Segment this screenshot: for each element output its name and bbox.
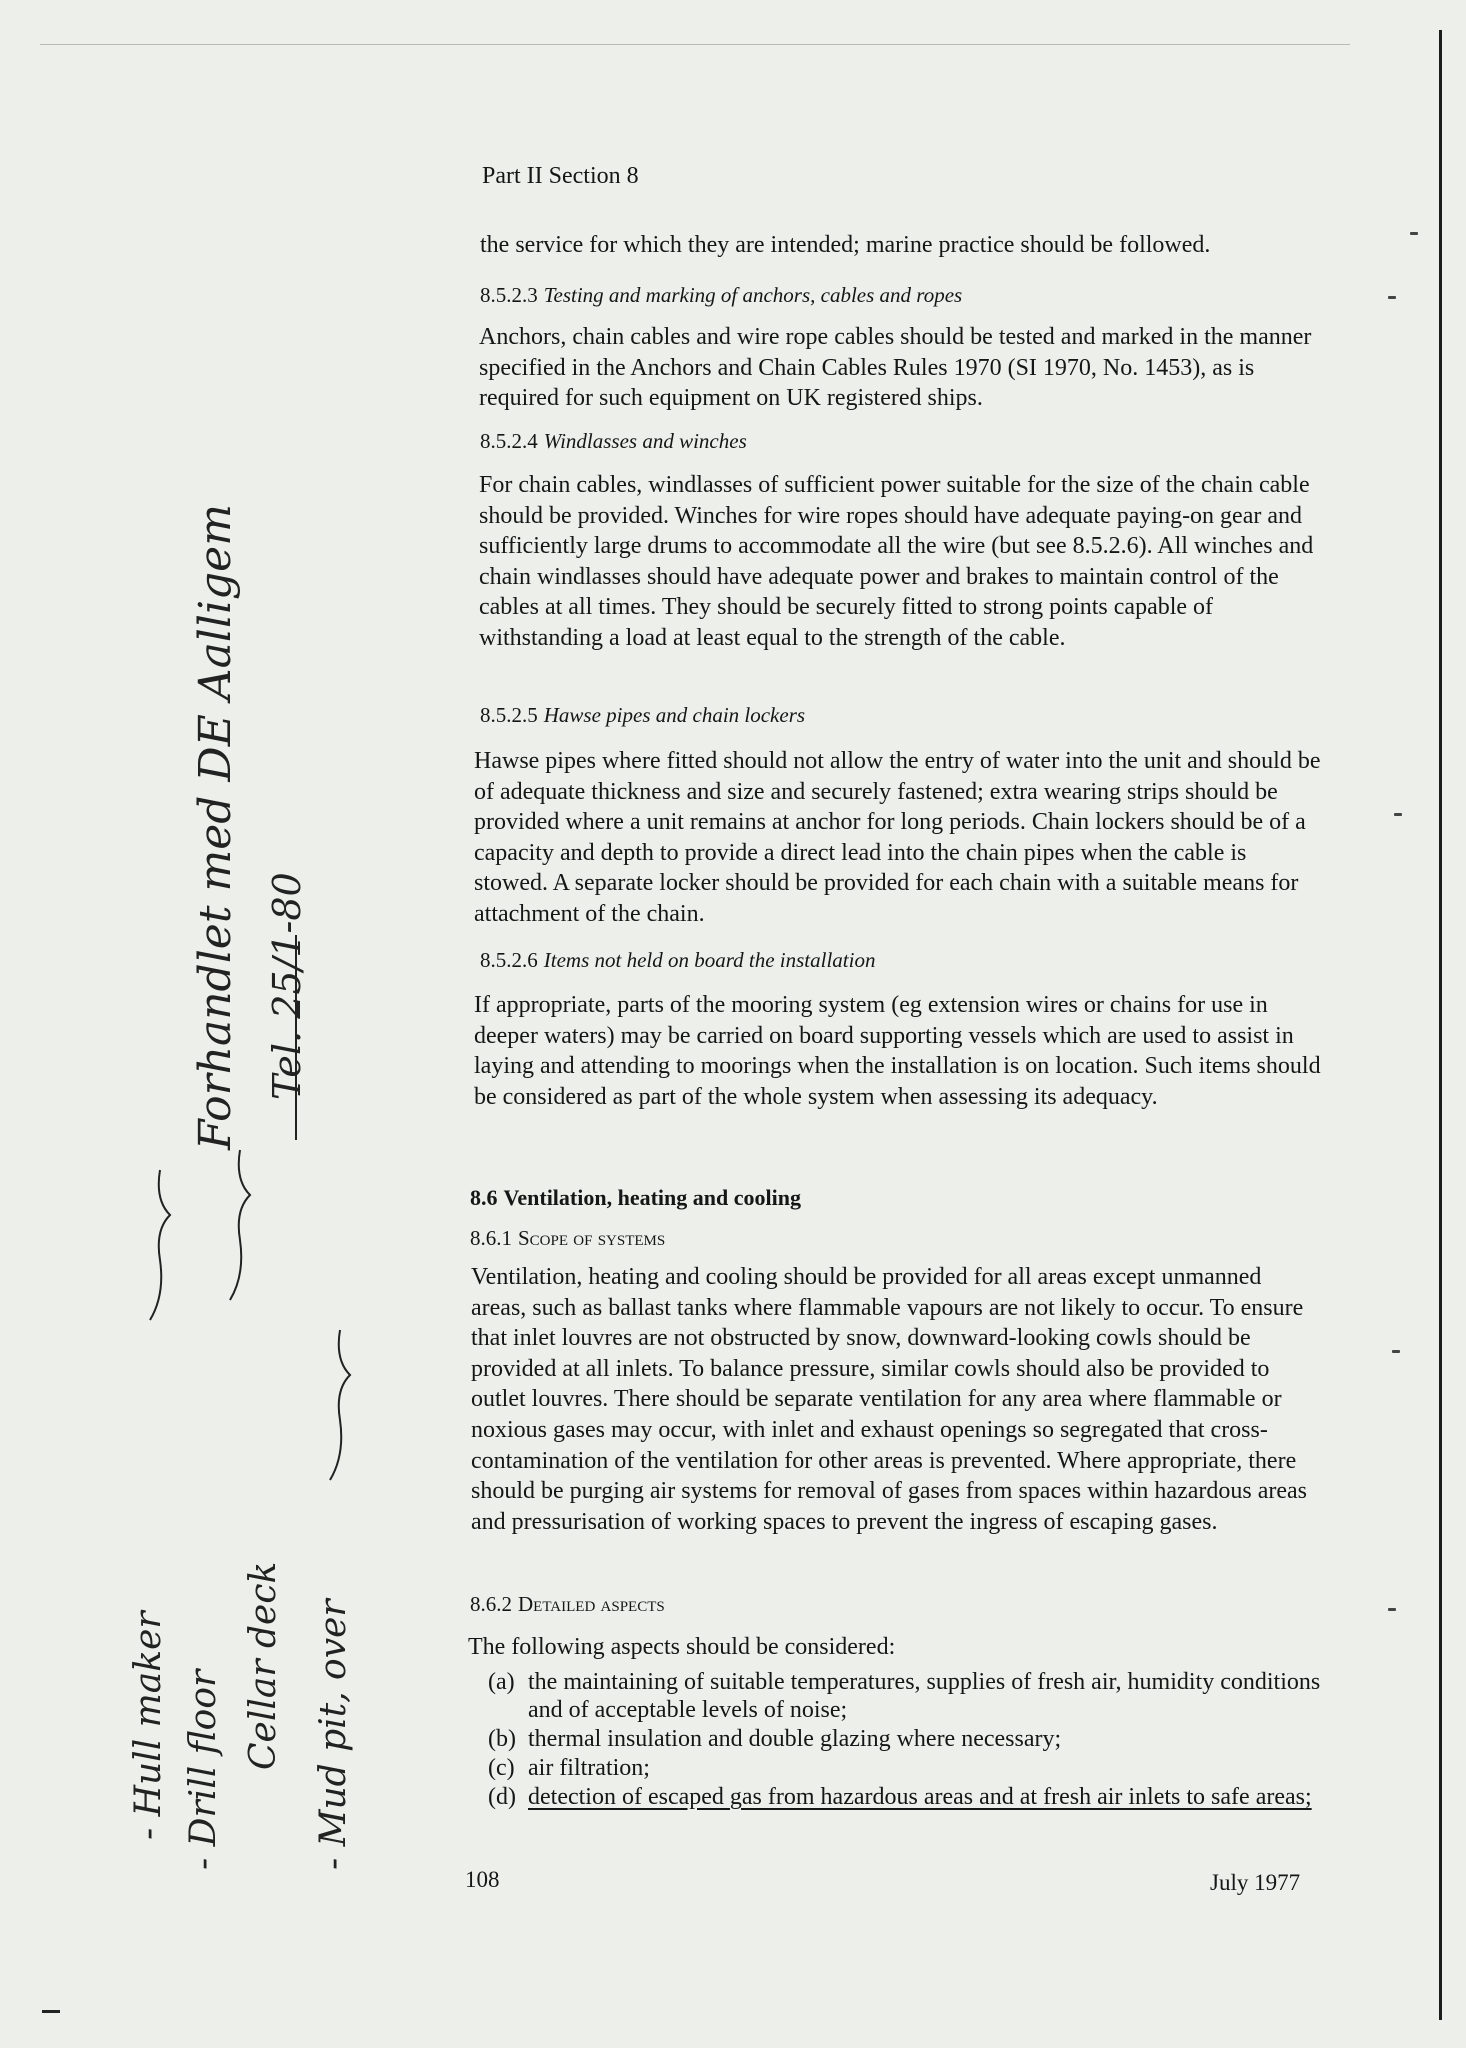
margin-tick	[1392, 1350, 1400, 1353]
subsection-heading-8-6-2	[470, 1592, 665, 1617]
handwritten-list-item: Cellar deck	[243, 1561, 284, 1770]
paragraph-8-5-2-5: Hawse pipes where fitted should not allow the entry of water into the unit and should be of adequate thickness and size and securely fastened; extra wearing strips should be provided where a unit remains at anchor for long periods. Chain lockers should be of a capacity and depth to provide a direct lead into the chain pipes when the cable is stowed. A separate locker should be provided for each chain with a suitable means for attachment of the chain.	[474, 748, 1321, 927]
handwritten-brace	[230, 1150, 250, 1300]
list-label: (c)	[488, 1755, 515, 1781]
handwritten-note: Tel. 25/1-80	[265, 872, 309, 1100]
page-number: 108	[465, 1867, 500, 1892]
subsection-heading-8-5-2-3	[480, 283, 962, 308]
handwritten-list-item: - Drill floor	[183, 1669, 224, 1870]
section-number: 8.5.2.5	[480, 703, 538, 727]
list-text-underlined: detection of escaped gas from hazardous areas and at fresh air inlets to safe areas;	[528, 1784, 1312, 1810]
section-title: Ventilation, heating and cooling	[503, 1185, 801, 1210]
paragraph-8-6-2-intro: The following aspects should be considered:	[468, 1634, 896, 1660]
list-item	[470, 1754, 1330, 1782]
paragraph-8-5-2-4: For chain cables, windlasses of sufficient power suitable for the size of the chain cable should be provided. Winches for wire ropes should have adequate paying-on gear and sufficiently large drums to accommodate all the wire (but see 8.5.2.6). All winches and chain windlasses should have adequate power and brakes to maintain control of the cables at all times. They should be securely fitted to strong points capable of withstanding a load at least equal to the strength of the cable.	[479, 472, 1314, 651]
list-text: thermal insulation and double glazing where necessary;	[528, 1726, 1062, 1752]
margin-tick	[1388, 1608, 1396, 1611]
list-label: (b)	[488, 1726, 516, 1752]
section-title: Testing and marking of anchors, cables and ropes	[543, 283, 963, 307]
subsection-heading-8-5-2-5	[480, 703, 805, 728]
section-number: 8.6.1	[470, 1226, 512, 1250]
section-number: 8.6.2	[470, 1592, 512, 1616]
section-number: 8.5.2.6	[480, 948, 538, 972]
handwritten-list-item: - Mud pit, over	[313, 1599, 354, 1870]
list-text: air filtration;	[528, 1755, 650, 1781]
margin-tick	[1410, 232, 1418, 235]
paragraph-8-6-1: Ventilation, heating and cooling should be provided for all areas except unmanned areas, such as ballast tanks where flammable vapours are not likely to occur. To ensure that inlet louvres are not obstructed by snow, downward-looking cowls should be provided at all inlets. To balance pressure, similar cowls should also be provided to outlet louvres. There should be separate ventilation for any area where flammable or noxious gases may occur, with inlet and exhaust openings so segregated that cross-contamination of the ventilation for other areas is prevented. Where appropriate, there should be purging air systems for removal of gases from spaces within hazardous areas and pressurisation of working spaces to prevent the ingress of escaping gases.	[471, 1264, 1308, 1535]
section-title: Scope of systems	[518, 1226, 666, 1250]
subsection-heading-8-6-1	[470, 1226, 665, 1251]
aspects-list	[470, 1668, 1330, 1812]
handwritten-brace	[330, 1330, 350, 1480]
section-title: Detailed aspects	[518, 1592, 665, 1616]
section-heading-8-6	[470, 1185, 801, 1211]
margin-tick	[1388, 296, 1396, 299]
running-head: Part II Section 8	[482, 163, 639, 189]
list-label: (a)	[488, 1669, 515, 1695]
paragraph-8-5-2-6: If appropriate, parts of the mooring system (eg extension wires or chains for use in deeper waters) may be carried on board supporting vessels which are used to assist in laying and attending to moorings when the installation is on location. Such items should be considered as part of the whole system when assessing its adequacy.	[474, 992, 1321, 1110]
handwritten-note: Forhandlet med DE Aalligem	[190, 504, 241, 1150]
list-label: (d)	[488, 1784, 516, 1810]
handwritten-brace	[150, 1170, 170, 1320]
list-text: the maintaining of suitable temperatures, supplies of fresh air, humidity conditions and of acceptable levels of noise;	[528, 1669, 1321, 1723]
paragraph-continuation: the service for which they are intended; marine practice should be followed.	[480, 232, 1211, 258]
margin-tick	[1394, 813, 1402, 816]
section-title: Windlasses and winches	[543, 429, 747, 453]
subsection-heading-8-5-2-6	[480, 948, 875, 973]
top-rule	[40, 44, 1350, 45]
corner-mark	[42, 2010, 60, 2013]
footer-date: July 1977	[1210, 1870, 1301, 1895]
section-number: 8.5.2.3	[480, 283, 538, 307]
page-edge	[1439, 30, 1442, 2020]
list-item	[470, 1668, 1330, 1724]
section-number: 8.6	[470, 1185, 498, 1210]
section-title: Hawse pipes and chain lockers	[543, 703, 806, 727]
list-item	[470, 1725, 1330, 1753]
paragraph-8-5-2-3: Anchors, chain cables and wire rope cables should be tested and marked in the manner specified in the Anchors and Chain Cables Rules 1970 (SI 1970, No. 1453), as is required for such equipment on UK registered ships.	[479, 324, 1312, 412]
section-title: Items not held on board the installation	[543, 948, 876, 972]
handwritten-list-item: - Hull maker	[128, 1611, 169, 1840]
list-item	[470, 1783, 1330, 1811]
subsection-heading-8-5-2-4	[480, 429, 747, 454]
section-number: 8.5.2.4	[480, 429, 538, 453]
